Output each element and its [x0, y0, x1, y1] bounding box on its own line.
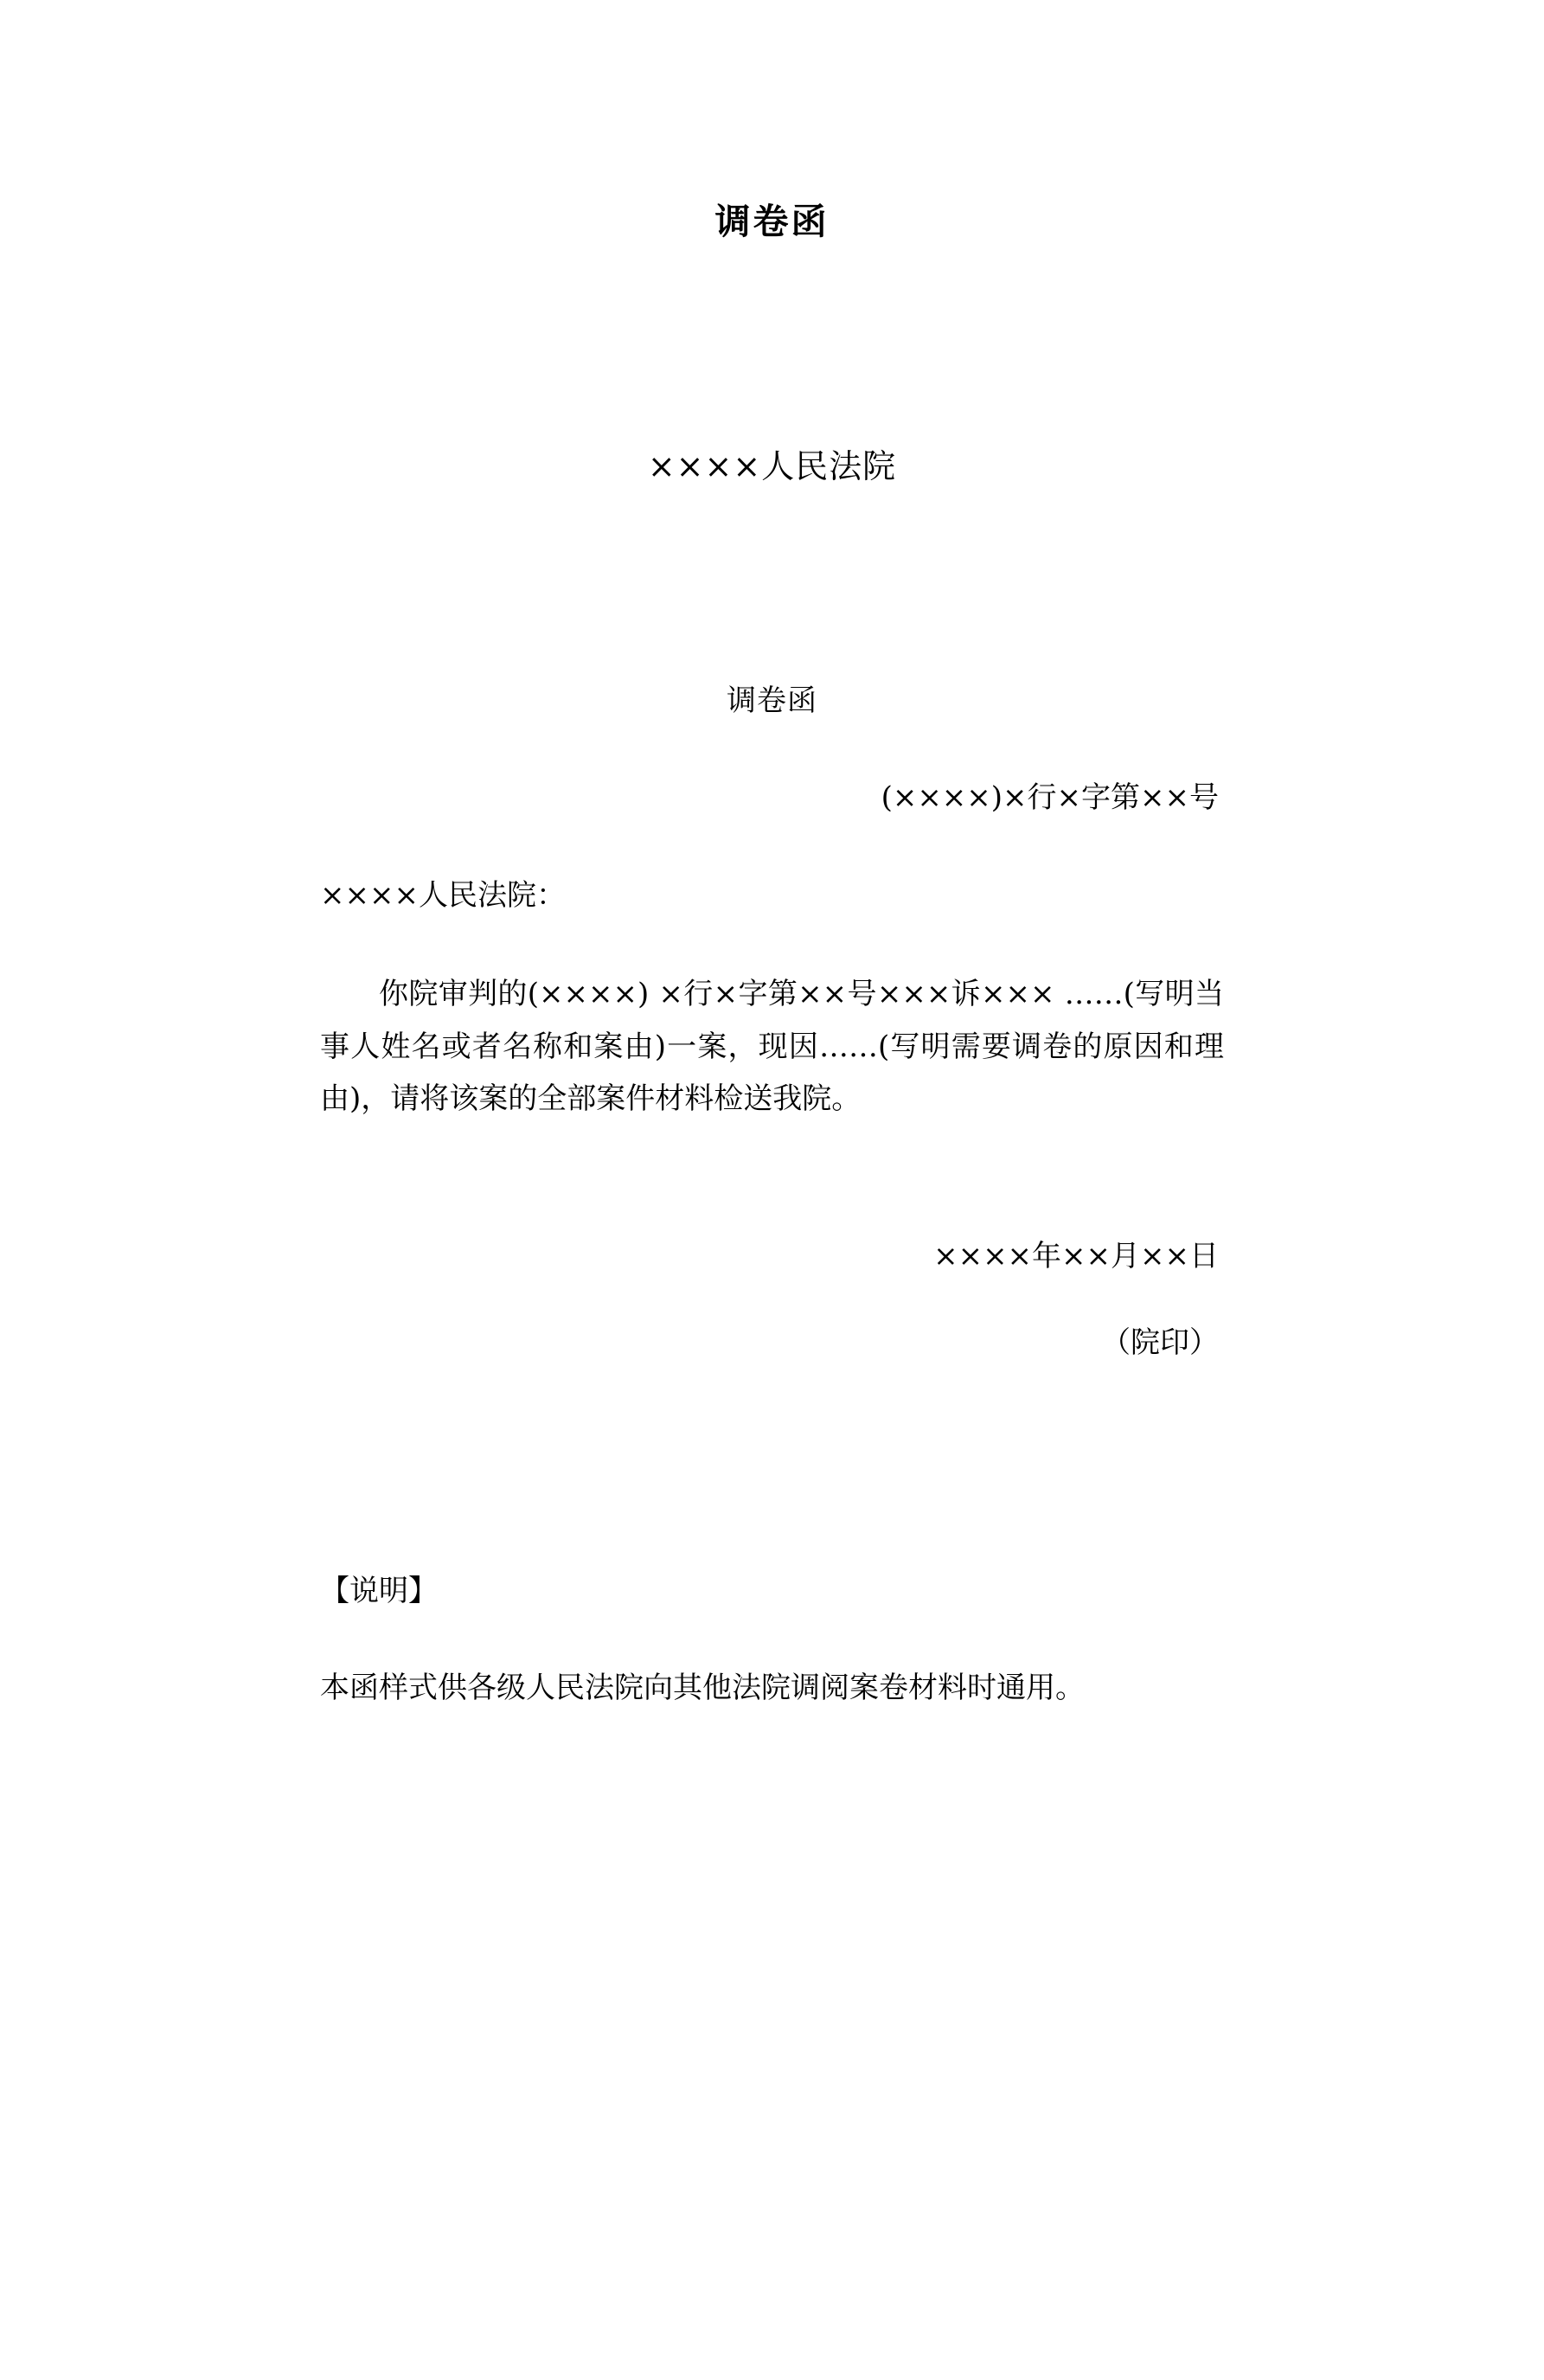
- document-number: (××××)×行×字第××号: [881, 780, 1219, 816]
- official-seal-label: （院印）: [1101, 1325, 1219, 1360]
- body-paragraph: 你院审判的(××××) ×行×字第××号×××诉××× ……(写明当事人姓名或者名称和案由)一案，现因……(写明需要调卷的原因和理由)，请将该案的全部案件材料检送我院。: [320, 977, 1224, 1117]
- document-page: [0, 197, 1544, 2380]
- notes-body: 本函样式供各级人民法院向其他法院调阅案卷材料时通用。: [320, 1670, 1085, 1705]
- issuing-court-name: ××××人民法院: [647, 447, 897, 486]
- signature-date: ××××年××月××日: [933, 1238, 1219, 1273]
- addressee-court: ××××人民法院：: [320, 877, 566, 913]
- notes-heading: 【说明】: [320, 1574, 438, 1609]
- document-subject: 调卷函: [727, 683, 817, 718]
- page-title: 调卷函: [714, 201, 830, 242]
